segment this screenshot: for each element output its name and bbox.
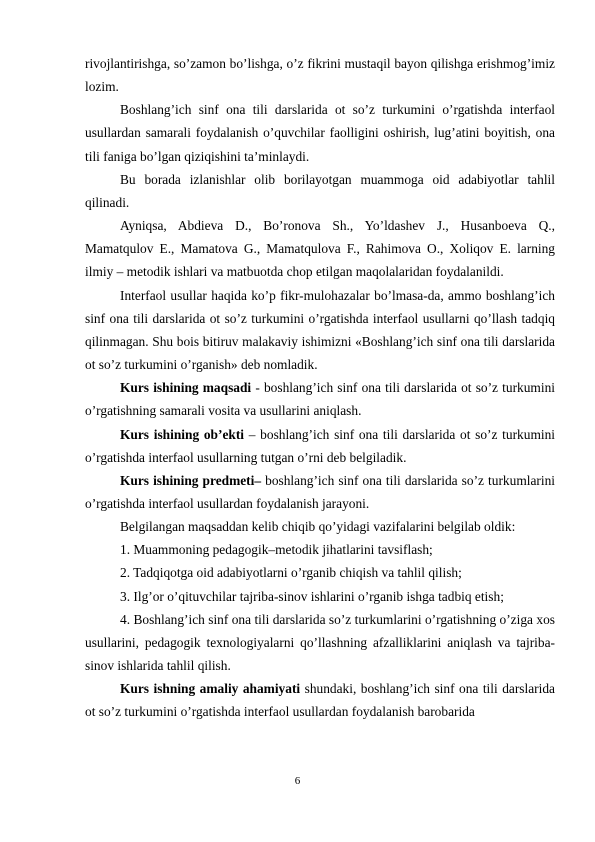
list-item: 2. Tadqiqotga oid adabiyotlarni o’rganib chiqish va tahlil qilish; [120,565,462,581]
paragraph-significance: Kurs ishning amaliy ahamiyati shundaki, boshlang’ich sinf ona tili darslarida ot so’z turkumini o’rgatishda interfaol usullardan foydalanish barobarida [85,681,555,720]
paragraph-continuation: rivojlantirishga, so’zamon bo’lishga, o’z fikrini mustaqil bayon qilishga erishmog’imiz lozim. [85,56,555,95]
paragraph-aim: Kurs ishining maqsadi - boshlang’ich sinf ona tili darslarida ot so’z turkumini o’rgatishning samarali vosita va usullarini aniqlash. [85,380,555,419]
term-object: Kurs ishining ob’ekti [120,426,245,442]
body-text [85,52,555,724]
paragraph: Bu borada izlanishlar olib borilayotgan muammoga oid adabiyotlar tahlil qilinadi. [85,171,555,210]
paragraph-subject: Kurs ishining predmeti– boshlang’ich sinf ona tili darslarida so’z turkumlarini o’rgatishda interfaol usullardan foydalanish jarayoni. [85,472,555,511]
paragraph: Boshlang’ich sinf ona tili darslarida ot so’z turkumini o’rgatishda interfaol usullardan samarali foydalanish o’quvchilar faolligini oshirish, lug’atini boyitish, ona tili faniga bo’lgan qiziqishini ta’minlaydi. [85,102,555,164]
list-item: 1. Muammoning pedagogik–metodik jihatlarini tavsiflash; [120,542,433,558]
list-item: 4. Boshlang’ich sinf ona tili darslarida so’z turkumlarini o’rgatishning o’ziga xos usullarini, pedagogik texnologiyalarni qo’llashning afzalliklarini aniqlash va tajriba-sinov ishlarida tahlil qilish. [85,611,555,674]
term-significance: Kurs ishning amaliy ahamiyati [120,681,301,697]
paragraph: Interfaol usullar haqida ko’p fikr-mulohazalar bo’lmasa-da, ammo boshlang’ich sinf ona tili darslarida ot so’z turkumini o’rgatishda interfaol usullarni qo’llash tadqiq qilinmagan. Shu bois bitiruv malakaviy ishimizni «Boshlang’ich sinf ona tili darslarida ot so’z turkumini o’rganish» deb nomladik. [85,287,555,373]
term-subject: Kurs ishining predmeti– [120,472,262,488]
page-number: 6 [294,775,301,787]
list-item: 3. Ilg’or o’qituvchilar tajriba-sinov ishlarini o’rganib ishga tadbiq etish; [120,588,504,604]
paragraph-object: Kurs ishining ob’ekti – boshlang’ich sinf ona tili darslarida ot so’z turkumini o’rgatishda interfaol usullarning tutgan o’rni deb belgiladik. [85,426,555,465]
paragraph: Ayniqsa, Abdieva D., Bo’ronova Sh., Yo’ldashev J., Husanboeva Q., Mamatqulov E., Mamatova G., Mamatqulova F., Rahimova O., Xoliqov E. larning ilmiy – metodik ishlari va matbuotda chop etilgan maqolalaridan foydalanildi. [85,218,555,280]
paragraph-tasks-intro: Belgilangan maqsaddan kelib chiqib qo’yidagi vazifalarini belgilab oldik: [120,519,516,535]
term-aim: Kurs ishining maqsadi [120,380,252,396]
